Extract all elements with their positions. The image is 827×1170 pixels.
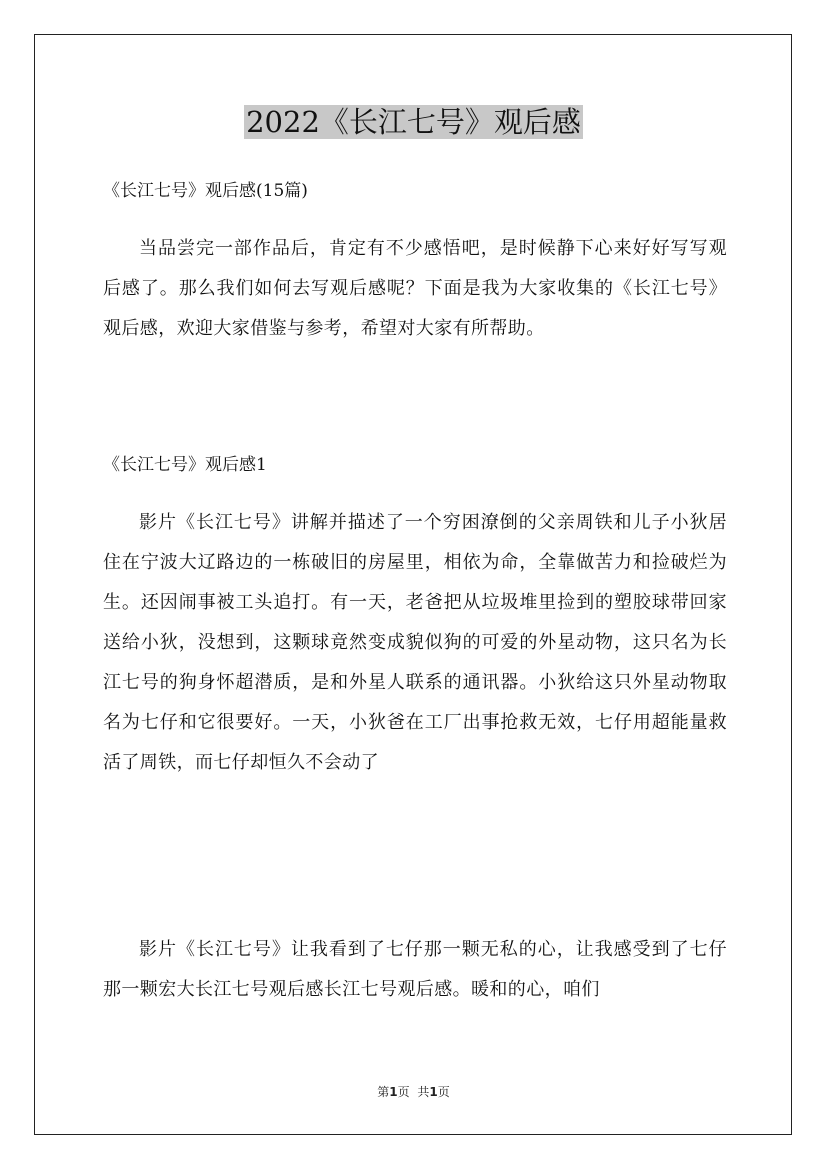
body-paragraph-1: 影片《长江七号》讲解并描述了一个穷困潦倒的父亲周铁和儿子小狄居住在宁波大辽路边的一栋破旧的房屋里，相依为命，全靠做苦力和捡破烂为生。还因闹事被工头追打。有一天，老爸把从垃圾堆里捡到的塑胶球带回家送给小狄，没想到，这颗球竟然变成貌似狗的可爱的外星动物，这只名为长江七号的狗身怀超潜质，是和外星人联系的通讯器。小狄给这只外星动物取名为七仔和它很要好。一天，小狄爸在工厂出事抢救无效，七仔用超能量救活了周铁，而七仔却恒久不会动了 bbox=[103, 512, 727, 773]
intro-paragraph: 当品尝完一部作品后，肯定有不少感悟吧，是时候静下心来好好写写观后感了。那么我们如何去写观后感呢？下面是我为大家收集的《长江七号》观后感，欢迎大家借鉴与参考，希望对大家有所帮助。 bbox=[103, 238, 727, 339]
page-footer bbox=[0, 1083, 827, 1101]
footer-page-current: 1 bbox=[389, 1085, 398, 1099]
document-title-text: 2022《长江七号》观后感 bbox=[246, 105, 581, 139]
document-title bbox=[0, 101, 827, 143]
footer-total-pages: 1 bbox=[429, 1085, 438, 1099]
section-heading: 《长江七号》观后感1 bbox=[103, 455, 267, 475]
footer-total-prefix: 共 bbox=[417, 1085, 430, 1099]
footer-page-prefix: 第 bbox=[377, 1085, 390, 1099]
document-subtitle: 《长江七号》观后感(15篇) bbox=[103, 181, 308, 201]
footer-total-suffix: 页 bbox=[437, 1085, 450, 1099]
footer-page-suffix: 页 bbox=[397, 1085, 410, 1099]
body-paragraph-2: 影片《长江七号》让我看到了七仔那一颗无私的心，让我感受到了七仔那一颗宏大长江七号观后感长江七号观后感。暖和的心，咱们 bbox=[103, 939, 727, 1000]
